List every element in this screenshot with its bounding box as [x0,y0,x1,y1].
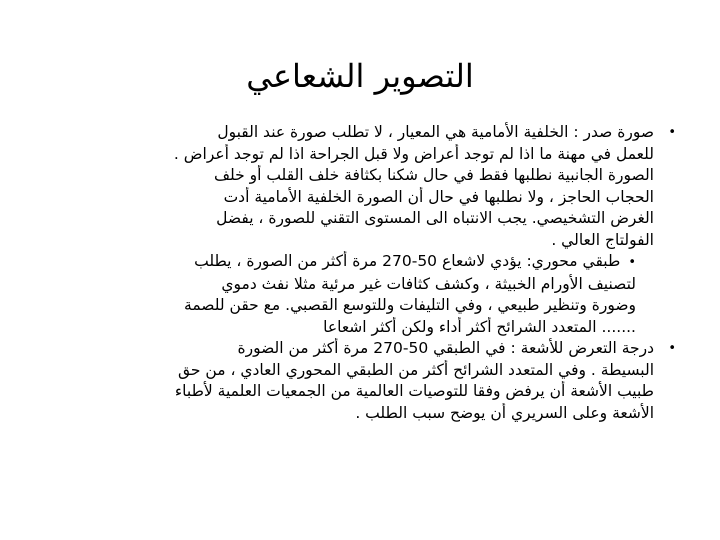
bullet-chest-xray [40,122,680,338]
body-line: طبقي محوري: يؤدي لاشعاع 50-270 مرة أكثر من الصورة ، يطلب [194,252,621,270]
body-line: ....... المتعدد الشرائح أكثر أداء ولكن أكثر اشعاعا [323,317,636,336]
body-line: طبيب الأشعة أن يرفض وفقا للتوصيات العالمية من الجمعيات العلمية لأطباء [174,382,654,400]
bullet-radiation-exposure [40,338,680,424]
slide-body [40,122,680,424]
body-line: الأشعة وعلى السريري أن يوضح سبب الطلب . [355,403,654,422]
sub-bullet-ct [40,251,654,338]
body-line: درجة التعرض للأشعة : في الطبقي 50-270 مرة أكثر من الضورة [237,339,654,357]
body-line: الصورة الجانبية نطلبها فقط في حال شكنا بكثافة خلف القلب أو خلف [213,166,654,184]
body-line: الفولتاج العالي . [551,230,654,249]
slide-title: التصوير الشعاعي [246,57,474,95]
bullet-dot-icon: • [668,125,676,140]
body-line: البسيطة . وفي المتعدد الشرائح أكثر من الطبقي المحوري العادي ، من حق [177,360,654,379]
body-line: وضورة وتنظير طبيعي ، وفي التليفات وللتوسع القصبي. مع حقن للصمة [184,296,636,314]
sub-bullet-dot-icon: • [628,255,636,270]
body-line: للعمل في مهنة ما اذا لم توجد أعراض ولا قبل الجراحة اذا لم توجد أعراض . [173,144,654,163]
body-line: صورة صدر : الخلفية الأمامية هي المعيار ، لا تطلب صورة عند القبول [217,123,654,141]
bullet-dot-icon: • [668,341,676,356]
body-line: الغرض التشخيصي. يجب الانتباه الى المستوى التقني للصورة ، يفضل [216,209,654,227]
body-line: الحجاب الحاجز ، ولا نطلبها في حال أن الصورة الخلفية الأمامية أدت [223,187,654,206]
sub-line-first [40,251,636,274]
body-line: لتصنيف الأورام الخبيثة ، وكشف كثافات غير مرئية مثلا نفث دموي [221,274,636,293]
